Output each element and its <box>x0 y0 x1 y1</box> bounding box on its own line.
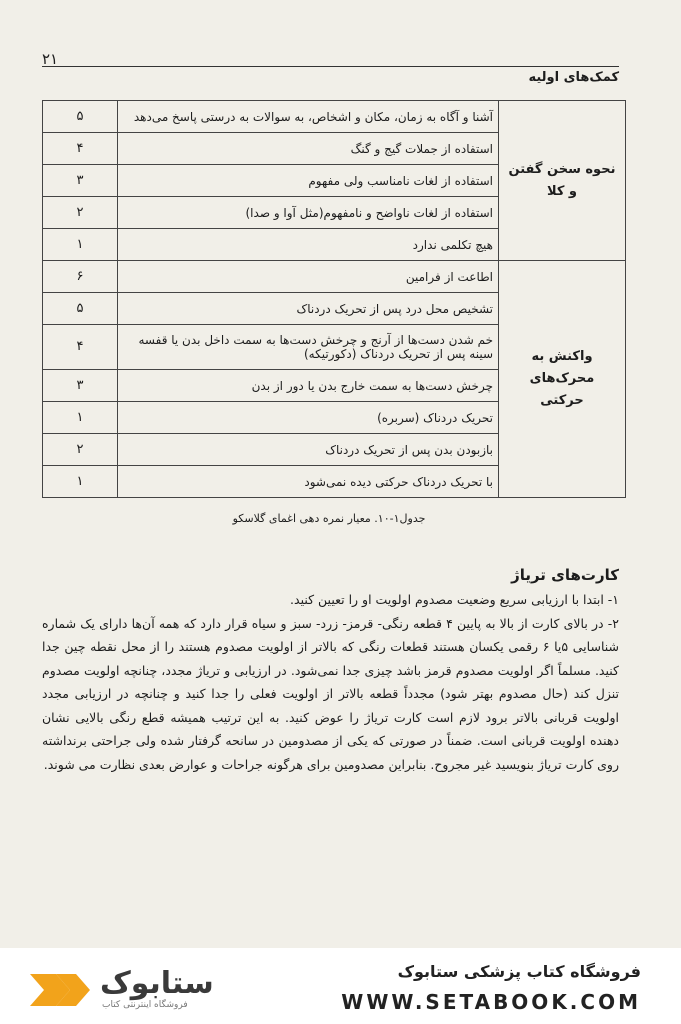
table-caption: جدول۱-۱۰. معیار نمره دهی اغمای گلاسکو <box>232 512 426 525</box>
store-logo <box>30 966 250 1014</box>
section-title: کارت‌های تریاژ <box>511 566 619 584</box>
score-cell: ۴ <box>43 133 118 165</box>
score-cell: ۵ <box>43 293 118 325</box>
response-cell: استفاده از جملات گیج و گنگ <box>118 133 499 165</box>
category-cell: واکنش به محرک‌های حرکتی <box>499 261 626 498</box>
score-cell: ۳ <box>43 370 118 402</box>
chapter-title: کمک‌های اولیه <box>528 70 619 85</box>
response-cell: اطاعت از فرامین <box>118 261 499 293</box>
store-footer <box>0 948 681 1024</box>
category-cell: نحوه سخن گفتن و کلا <box>499 101 626 261</box>
logo-tagline: فروشگاه اینترنتی کتاب <box>102 1000 188 1010</box>
score-cell: ۲ <box>43 434 118 466</box>
logo-chevron-icon <box>30 970 94 1010</box>
score-cell: ۵ <box>43 101 118 133</box>
logo-name: ستابوک <box>100 966 214 1001</box>
paragraph: ۲- در بالای کارت از بالا به پایین ۴ قطعه رنگی- قرمز- زرد- سبز و سیاه قرار دارد که همه آن‌ها دارای یک شماره شناسایی ۵یا ۶ رقمی یکسان هستند قطعات رنگی که بالاتر از اولویت مصدوم هستند را از محل نقطه چین جدا کنید. مسلماً اگر اولویت مصدوم قرمز باشد چیزی جدا نمی‌شود. در ارزیابی و تریاژ مجدد، چنانچه اولویت مصدوم تنزل کند (حال مصدوم بهتر شود) مجدداً قطعه بالاتر از اولویت فعلی را جدا کنید و چنانچه در ارزیابی مجدد اولویت قربانی بالاتر برود لازم است کارت تریاژ را عوض کنید. به این ترتیب همیشه قطع رنگی بالایی نشان دهنده اولویت قربانی است. ضمناً در صورتی که یکی از مصدومین در سانحه گرفتار شده ولی جراحتی برنداشته روی کارت تریاژ بنویسید غیر مجروح. بنابراین مصدومین برای هرگونه جراحات و عوارض بعدی نظارت می شوند. <box>42 615 619 772</box>
page-number: ۲۱ <box>42 50 59 68</box>
section-body <box>42 588 619 776</box>
score-cell: ۲ <box>43 197 118 229</box>
store-url[interactable]: WWW.SETABOOK.COM <box>341 990 641 1014</box>
table-row <box>43 101 626 133</box>
score-cell: ۴ <box>43 325 118 370</box>
response-cell: تشخیص محل درد پس از تحریک دردناک <box>118 293 499 325</box>
score-cell: ۳ <box>43 165 118 197</box>
score-cell: ۱ <box>43 402 118 434</box>
score-cell: ۱ <box>43 229 118 261</box>
response-cell: آشنا و آگاه به زمان، مکان و اشخاص، به سوالات به درستی پاسخ می‌دهد <box>118 101 499 133</box>
response-cell: بازبودن بدن پس از تحریک دردناک <box>118 434 499 466</box>
response-cell: تحریک دردناک (سربره) <box>118 402 499 434</box>
response-cell: استفاده از لغات نامناسب ولی مفهوم <box>118 165 499 197</box>
page-header <box>42 46 619 86</box>
response-cell: خم شدن دست‌ها از آرنج و چرخش دست‌ها به سمت داخل بدن یا قفسه سینه پس از تحریک دردناک (دکورتیکه) <box>118 325 499 370</box>
response-cell: با تحریک دردناک حرکتی دیده نمی‌شود <box>118 466 499 498</box>
header-rule <box>42 66 619 67</box>
paragraph: ۱- ابتدا با ارزیابی سریع وضعیت مصدوم اولویت او را تعیین کنید. <box>290 592 619 607</box>
store-title: فروشگاه کتاب پزشکی ستابوک <box>397 962 641 981</box>
response-cell: هیچ تکلمی ندارد <box>118 229 499 261</box>
response-cell: استفاده از لغات ناواضح و نامفهوم(مثل آوا و صدا) <box>118 197 499 229</box>
response-cell: چرخش دست‌ها به سمت خارج بدن یا دور از بدن <box>118 370 499 402</box>
score-cell: ۶ <box>43 261 118 293</box>
score-cell: ۱ <box>43 466 118 498</box>
glasgow-coma-table <box>42 100 626 498</box>
table-row <box>43 261 626 293</box>
